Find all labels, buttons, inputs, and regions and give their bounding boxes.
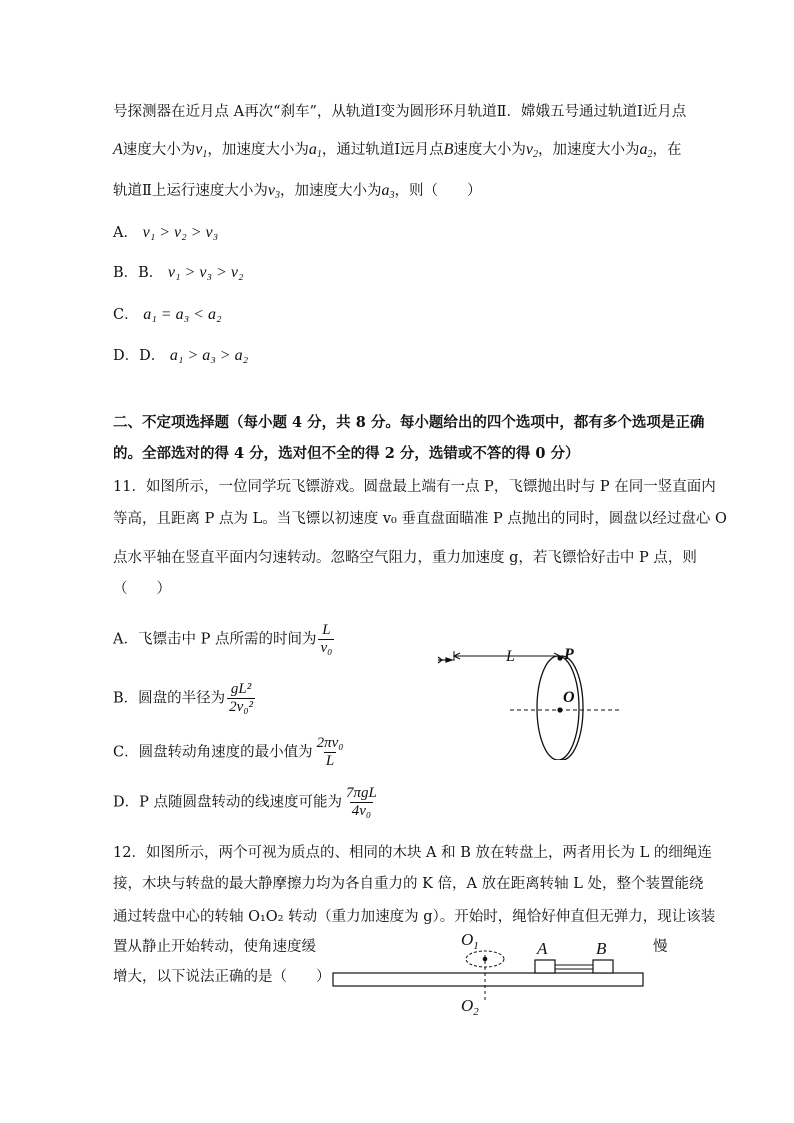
numerator: gL² (230, 681, 252, 697)
q11-option-a[interactable] (113, 622, 336, 657)
text: ，加速度大小为 (207, 142, 309, 158)
q11-figure (430, 640, 630, 760)
block-a (535, 960, 555, 973)
q12-line4a: 置从静止开始转动，使角速度缓 (113, 939, 316, 955)
option-expr: v₁ > v₂ > v₃ (142, 224, 219, 241)
numerator: L (322, 622, 331, 638)
text: 速度大小为 (453, 142, 526, 158)
q10-line1: 号探测器在近月点 A再次“刹车”，从轨道Ⅰ变为圆形环月轨道Ⅱ．嫦娥五号通过轨道Ⅰ近月点 (113, 104, 687, 120)
section2-title-line1: 二、不定项选择题（每小题 4 分，共 8 分。每小题给出的四个选项中，都有多个选项是正确 (113, 414, 705, 431)
v1-symbol: $v_1$ (195, 141, 208, 160)
label-O2 (461, 996, 479, 1017)
option-expr: a₁ > a₃ > a₂ (169, 347, 249, 364)
option-expr: a₁ = a₃ < a₂ (143, 306, 222, 323)
text: 速度大小为 (122, 142, 196, 158)
a1-symbol: $a_1$ (308, 141, 322, 160)
q12-line3: 通过转盘中心的转轴 O₁O₂ 转动（重力加速度为 g）。开始时，绳恰好伸直但无弹力，现让该装 (113, 909, 716, 925)
turntable (333, 973, 643, 986)
label-O1-letter: O (461, 930, 474, 949)
center-point (557, 707, 562, 712)
option-label: B．B． (113, 265, 164, 281)
q10-option-d[interactable] (113, 345, 248, 367)
numerator: 2πv₀ (316, 735, 344, 751)
text: ，则（ ） (394, 183, 482, 199)
q11-option-c[interactable] (113, 735, 347, 770)
option-label: A． (113, 225, 138, 241)
option-label: C． (113, 307, 139, 323)
label-O: O (563, 689, 575, 706)
text: ，在 (652, 142, 682, 158)
q11-line3: 点水平轴在竖直平面内匀速转动。忽略空气阻力，重力加速度 g，若飞镖恰好击中 P 点，则 (113, 550, 697, 566)
denominator: 2v₀² (229, 699, 254, 715)
label-B: B (596, 939, 607, 958)
option-text: B．圆盘的半径为 (113, 690, 226, 707)
q12-figure (325, 925, 655, 1017)
denominator: v₀ (320, 640, 333, 656)
point-a: A (113, 141, 123, 158)
q11-line4: （ ） (113, 581, 171, 597)
label-P: P (564, 646, 574, 663)
q10-line3 (113, 180, 481, 207)
label-L: L (506, 648, 515, 665)
v3-symbol: $v_3$ (267, 182, 280, 201)
label-O2-letter: O (461, 996, 474, 1015)
fraction (315, 735, 346, 770)
fraction (227, 681, 255, 716)
numerator: 7πgL (346, 785, 377, 801)
option-text: C．圆盘转动角速度的最小值为 (113, 744, 313, 761)
text: 轨道Ⅱ上运行速度大小为 (113, 183, 268, 199)
dart-icon (438, 657, 452, 663)
q12-line1: 12．如图所示，两个可视为质点的、相同的木块 A 和 B 放在转盘上，两者用长为 L 的细绳连 (113, 845, 712, 861)
option-text: D．P 点随圆盘转动的线速度可能为 (113, 794, 342, 811)
option-expr: v₁ > v₃ > v₂ (167, 264, 244, 281)
q12-line4b: 慢 (653, 939, 668, 955)
label-O1 (461, 930, 479, 952)
q12-line2: 接，木块与转盘的最大静摩擦力均为各自重力的 K 倍，A 放在距离转轴 L 处，整个装置能绕 (113, 876, 704, 892)
axis-point (483, 957, 488, 962)
block-b (593, 960, 613, 973)
label-A: A (537, 939, 548, 958)
q11-line1: 11．如图所示，一位同学玩飞镖游戏。圆盘最上端有一点 P，飞镖抛出时与 P 在同一竖直面内 (113, 479, 716, 495)
v2-symbol: $v_2$ (525, 141, 539, 160)
a2-symbol: $a_2$ (639, 141, 653, 160)
q11-option-d[interactable] (113, 785, 381, 820)
denominator: L (325, 753, 335, 769)
option-text: A．飞镖击中 P 点所需的时间为 (113, 631, 317, 648)
denominator: 4v₀ (351, 803, 372, 819)
q11-option-b[interactable] (113, 681, 257, 716)
point-p (557, 655, 562, 660)
text: ，加速度大小为 (279, 183, 382, 199)
a3-symbol: $a_3$ (381, 182, 395, 201)
text: ，加速度大小为 (538, 142, 640, 158)
option-label: D．D． (113, 348, 166, 364)
q10-line2 (113, 139, 682, 166)
fraction (344, 785, 379, 820)
q10-option-c[interactable] (113, 304, 222, 326)
point-b: B (443, 141, 454, 158)
label-O1-sub: 1 (473, 940, 479, 952)
section2-title-line2: 的。全部选对的得 4 分，选对但不全的得 2 分，选错或不答的得 0 分） (113, 445, 580, 462)
q11-line2: 等高，且距离 P 点为 L。当飞镖以初速度 v₀ 垂直盘面瞄准 P 点抛出的同时，圆盘以经过盘心 O (113, 511, 727, 527)
q10-option-a[interactable] (113, 222, 218, 244)
label-O2-sub: 2 (473, 1006, 479, 1017)
text: ，通过轨道Ⅰ远月点 (321, 142, 444, 158)
fraction (318, 622, 334, 657)
q10-option-b[interactable] (113, 262, 244, 284)
q12-line5: 增大，以下说法正确的是（ ） (113, 969, 331, 985)
